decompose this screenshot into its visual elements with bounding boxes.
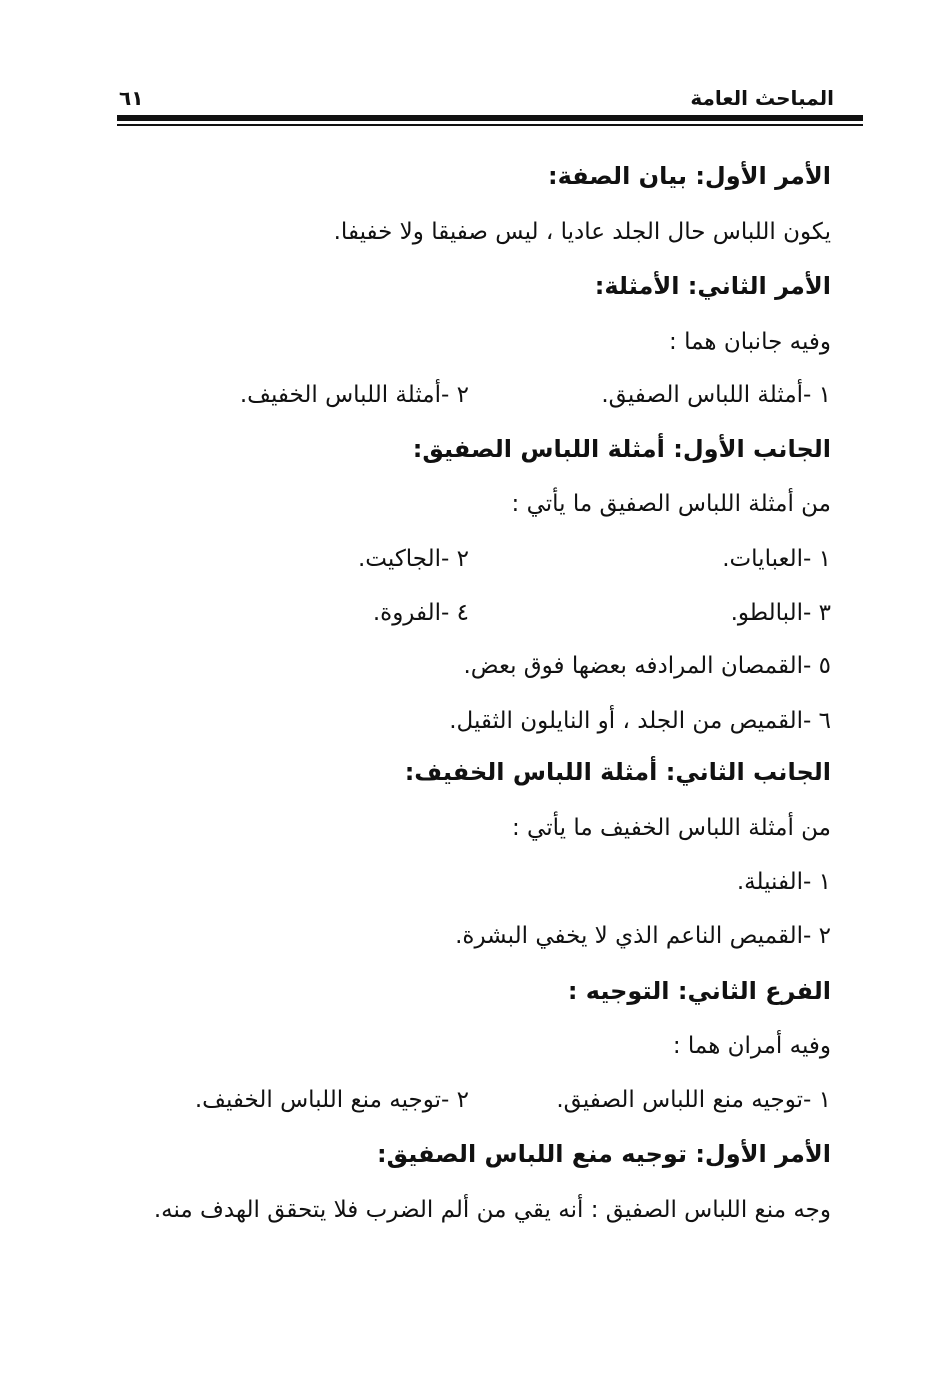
page-number: ٦١ (119, 86, 144, 110)
list-item: ١ -العبايات. (722, 546, 831, 572)
heading-first-aspect: الجانب الأول: أمثلة اللباس الصفيق: (412, 435, 831, 463)
list-item: ٦ -القميص من الجلد ، أو النايلون الثقيل. (449, 708, 831, 734)
heading-second-matter: الأمر الثاني: الأمثلة: (594, 272, 831, 300)
header-rule-thin (117, 124, 863, 126)
running-head: المباحث العامة (690, 86, 834, 110)
list-item: ٢ -الجاكيت. (357, 546, 469, 572)
list-item: ٢ -القميص الناعم الذي لا يخفي البشرة. (455, 923, 831, 949)
list-item: ١ -الفنيلة. (736, 869, 831, 895)
paragraph-line: وجه منع اللباس الصفيق : أنه يقي من ألم الضرب فلا يتحقق الهدف منه. (153, 1197, 831, 1223)
paragraph-line: من أمثلة اللباس الخفيف ما يأتي : (511, 815, 831, 841)
list-item: ٤ -الفروة. (372, 600, 469, 626)
heading-first-matter-justification: الأمر الأول: توجيه منع اللباس الصفيق: (376, 1140, 831, 1168)
heading-second-branch: الفرع الثاني: التوجيه : (567, 977, 831, 1005)
paragraph-line: وفيه أمران هما : (672, 1033, 831, 1059)
list-item: ٢ -توجيه منع اللباس الخفيف. (194, 1087, 469, 1113)
page-header (117, 82, 834, 114)
list-item: ١ -أمثلة اللباس الصفيق. (601, 382, 831, 408)
list-item: ٣ -البالطو. (730, 600, 831, 626)
heading-first-matter: الأمر الأول: بيان الصفة: (547, 162, 831, 190)
paragraph-line: وفيه جانبان هما : (669, 329, 831, 355)
list-item: ٥ -القمصان المرادفه بعضها فوق بعض. (463, 653, 831, 679)
paragraph-line: يكون اللباس حال الجلد عاديا ، ليس صفيقا ولا خفيفا. (333, 219, 831, 245)
paragraph-line: من أمثلة اللباس الصفيق ما يأتي : (511, 491, 831, 517)
list-item: ٢ -أمثلة اللباس الخفيف. (239, 382, 469, 408)
heading-second-aspect: الجانب الثاني: أمثلة اللباس الخفيف: (404, 758, 831, 786)
list-item: ١ -توجيه منع اللباس الصفيق. (556, 1087, 831, 1113)
header-rule-thick (117, 115, 863, 121)
